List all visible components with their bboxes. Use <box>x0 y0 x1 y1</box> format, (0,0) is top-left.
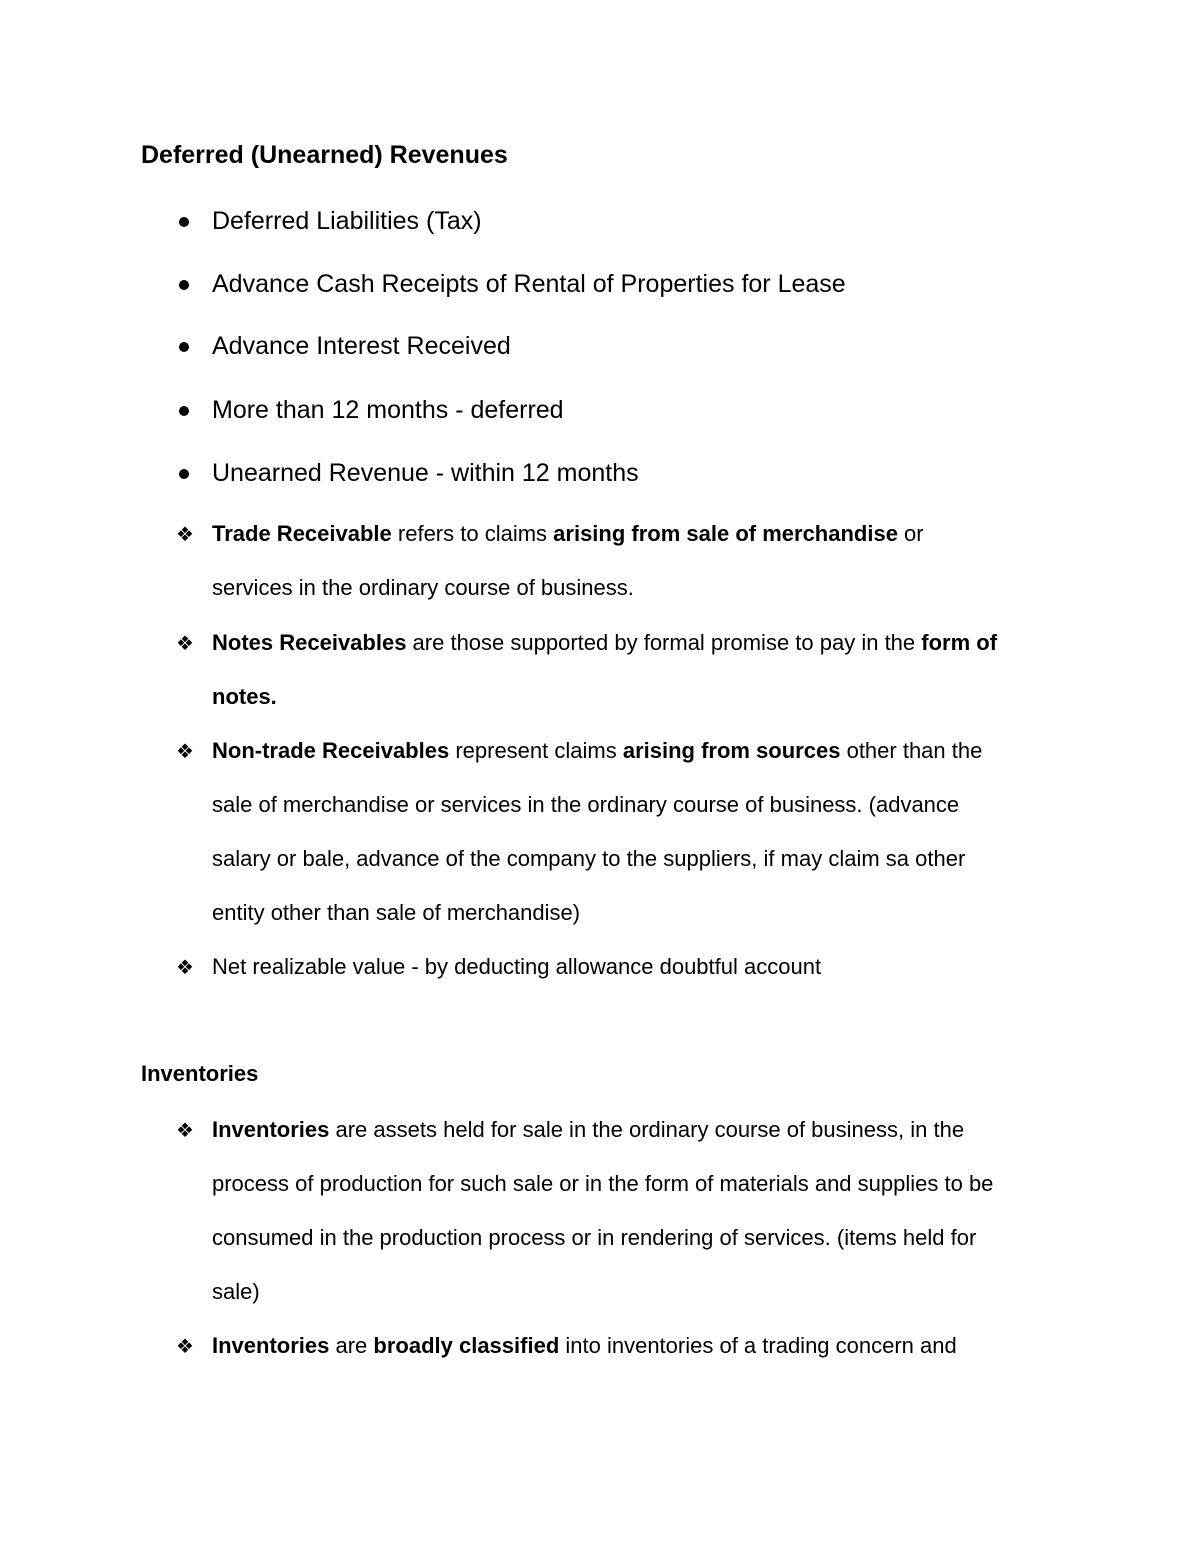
paragraph-line <box>212 507 1072 561</box>
bullet-icon <box>179 217 189 227</box>
section-title-inventories: Inventories <box>141 1061 259 1086</box>
four-diamond-icon: ❖ <box>176 631 194 655</box>
term: Notes Receivables <box>212 630 407 655</box>
list-item <box>212 272 846 297</box>
list-item <box>212 461 639 486</box>
list-item <box>212 209 482 234</box>
four-diamond-icon: ❖ <box>176 955 194 979</box>
text: are assets held for sale in the ordinary course of business, in the <box>329 1117 965 1142</box>
emphasis: broadly classified <box>373 1333 560 1358</box>
list-item-text: Unearned Revenue - within 12 months <box>212 459 639 487</box>
list-item-text: Advance Interest Received <box>212 332 511 360</box>
text: represent claims <box>449 738 623 763</box>
text: are <box>329 1333 374 1358</box>
emphasis: notes. <box>212 684 277 709</box>
text: or <box>897 521 924 546</box>
definition-inventories <box>176 1103 1072 1319</box>
text: are those supported by formal promise to pay in the <box>406 630 922 655</box>
paragraph-line <box>212 724 1072 778</box>
section-title-deferred-revenues: Deferred (Unearned) Revenues <box>141 141 508 169</box>
note-net-realizable-value <box>176 940 1072 994</box>
term: Trade Receivable <box>212 521 392 546</box>
text: other than the <box>840 738 983 763</box>
paragraph-line: sale of merchandise or services in the ordinary course of business. (advance <box>212 792 960 817</box>
paragraph-line: services in the ordinary course of business. <box>212 575 634 600</box>
list-item-text: Deferred Liabilities (Tax) <box>212 207 482 235</box>
definition-trade-receivable <box>176 507 1072 615</box>
list-item-text: Advance Cash Receipts of Rental of Properties for Lease <box>212 270 846 298</box>
term: Non-trade Receivables <box>212 738 450 763</box>
text: refers to claims <box>391 521 554 546</box>
list-item <box>212 334 511 359</box>
four-diamond-icon: ❖ <box>176 739 194 763</box>
inventories-classification <box>176 1319 1072 1373</box>
term: Inventories <box>212 1117 330 1142</box>
four-diamond-icon: ❖ <box>176 1334 194 1358</box>
list-item-text: More than 12 months - deferred <box>212 396 564 424</box>
emphasis: arising from sources <box>622 738 841 763</box>
paragraph-line: sale) <box>212 1279 260 1304</box>
term: Inventories <box>212 1333 330 1358</box>
definition-non-trade-receivables <box>176 724 1072 940</box>
paragraph-line <box>212 1319 1072 1373</box>
bullet-icon <box>179 406 189 416</box>
bullet-icon <box>179 469 189 479</box>
four-diamond-icon: ❖ <box>176 1118 194 1142</box>
paragraph-line: consumed in the production process or in rendering of services. (items held for <box>212 1225 977 1250</box>
paragraph-line <box>212 616 1072 670</box>
paragraph-line <box>212 670 1072 724</box>
emphasis: arising from sale of merchandise <box>553 521 898 546</box>
paragraph-line: entity other than sale of merchandise) <box>212 900 581 925</box>
four-diamond-icon: ❖ <box>176 522 194 546</box>
paragraph-line: process of production for such sale or in the form of materials and supplies to be <box>212 1171 994 1196</box>
paragraph-line <box>212 1103 1072 1157</box>
text: into inventories of a trading concern and <box>559 1333 957 1358</box>
bullet-icon <box>179 280 189 290</box>
emphasis: form of <box>921 630 998 655</box>
definition-notes-receivables <box>176 616 1072 724</box>
paragraph-line: salary or bale, advance of the company to the suppliers, if may claim sa other <box>212 846 966 871</box>
list-item <box>212 398 564 423</box>
bullet-icon <box>179 342 189 352</box>
paragraph-line: Net realizable value - by deducting allowance doubtful account <box>212 954 822 979</box>
